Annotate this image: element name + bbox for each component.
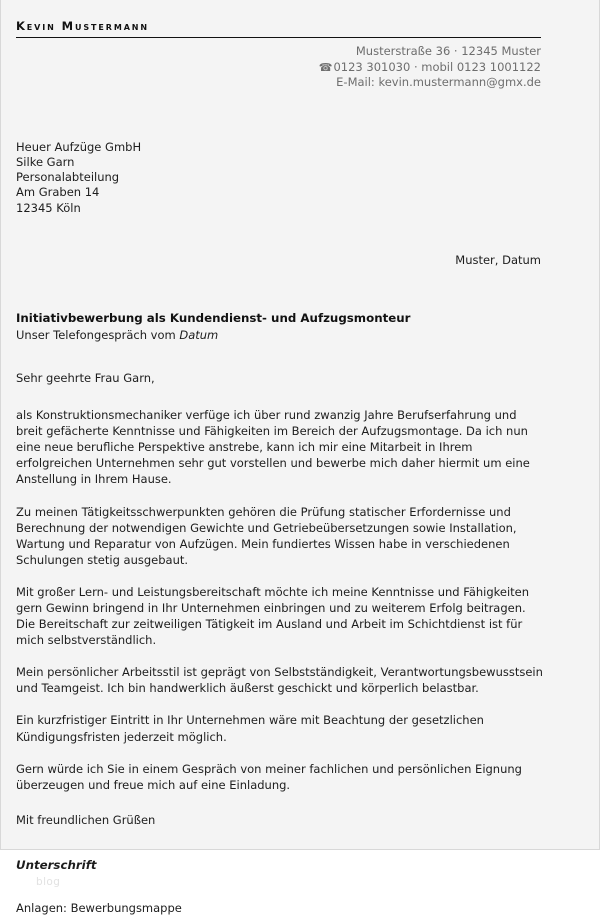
closing-greeting: Mit freundlichen Grüßen [16,812,156,827]
contact-address: Musterstraße 36 · 12345 Muster [355,44,541,58]
header-divider [16,37,541,38]
body-paragraph: Gern würde ich Sie in einem Gespräch von meiner fachlichen und persönlichen Eignung überzeugen und freue mich auf eine Einladung. [16,761,522,792]
enclosures-line: Anlagen: Bewerbungsmappe [16,900,182,915]
recipient-line: Am Graben 14 [16,185,100,200]
body-paragraph: Ein kurzfristiger Eintritt in Ihr Unternehmen wäre mit Beachtung der gesetzlichen Kündigungsfristen jederzeit möglich. [16,713,484,744]
recipient-address-block [16,140,584,216]
recipient-line: 12345 Köln [16,200,81,215]
date-line: Muster, Datum [455,252,541,267]
subject-title: Initiativbewerbung als Kundendienst- und Aufzugsmonteur [16,310,411,325]
subject-subtitle [16,328,584,343]
contact-block [16,44,541,91]
subject-block [16,311,584,343]
letterhead [16,0,584,91]
recipient-line: Heuer Aufzüge GmbH [16,139,142,154]
subject-subtitle-placeholder: Datum [179,327,219,342]
contact-phone-line [16,60,541,76]
recipient-line: Personalabteilung [16,170,120,185]
body-paragraph: Mit großer Lern- und Leistungsbereitschaft möchte ich meine Kenntnisse und Fähigkeiten gern Gewinn bringend in Ihr Unternehmen einbringen und zu weiterem Erfolg beitragen. Die Bereitschaft zur zeitweiligen Tätigkeit im Ausland und Arbeit im Schichtdienst ist für mich selbstverständlich. [16,584,530,648]
signature-placeholder: Unterschrift [16,857,97,872]
recipient-line: Silke Garn [16,154,75,169]
blog-watermark: blog [36,875,61,888]
contact-phone: 0123 301030 · mobil 0123 1001122 [333,59,541,74]
telephone-icon: ☎ [318,60,333,74]
letter-body [16,370,543,793]
contact-email: E-Mail: kevin.mustermann@gmx.de [336,75,541,89]
subject-subtitle-prefix: Unser Telefongespräch vom [16,327,180,342]
body-paragraph: Zu meinen Tätigkeitsschwerpunkten gehören die Prüfung statischer Erfordernisse und Berechnung der notwendigen Gewichte und Getriebeübersetzungen sowie Installation, Wartung und Reparatur von Aufzügen. Mein fundiertes Wissen habe in verschiedenen Schulungen stetig ausgebaut. [16,504,517,567]
salutation: Sehr geehrte Frau Garn, [16,370,155,385]
sender-name: Kevin Mustermann [16,19,149,33]
body-paragraph: Mein persönlicher Arbeitsstil ist geprägt von Selbstständigkeit, Verantwortungsbewusstsein und Teamgeist. Ich bin handwerklich äußerst geschickt und körperlich belastbar. [16,665,543,696]
body-paragraph: als Konstruktionsmechaniker verfüge ich über rund zwanzig Jahre Berufserfahrung und breit gefächerte Kenntnisse und Fähigkeiten im Bereich der Aufzugsmontage. Da ich nun eine neue berufliche Perspektive anstrebe, kann ich mir eine Mitarbeit in Ihrem erfolgreichen Unternehmen sehr gut vorstellen und bewerbe mich daher hiermit um eine Anstellung in Ihrem Hause. [16,408,530,487]
